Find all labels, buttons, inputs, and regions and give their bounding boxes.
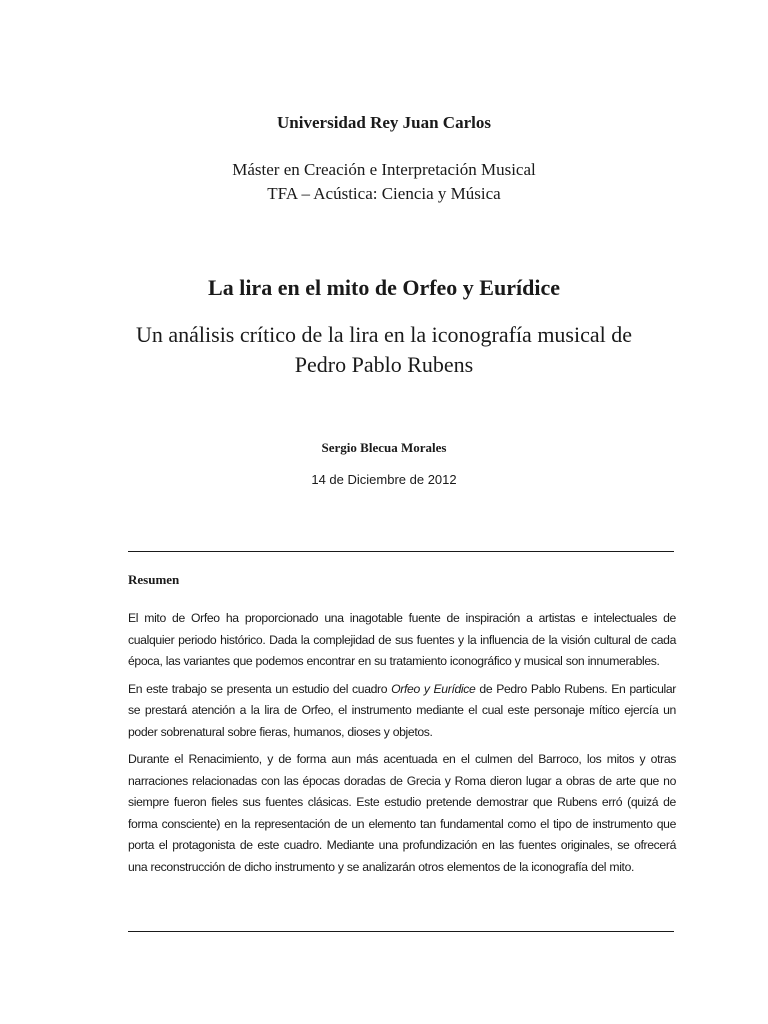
divider-bottom	[128, 931, 674, 932]
program-info	[0, 158, 768, 206]
document-title: La lira en el mito de Orfeo y Eurídice	[208, 275, 560, 300]
abstract-p2-start: En este trabajo se presenta un estudio del cuadro	[128, 681, 392, 696]
program-line-1: Máster en Creación e Interpretación Musical	[232, 160, 536, 179]
university-name: Universidad Rey Juan Carlos	[277, 113, 491, 132]
document-subtitle: Un análisis crítico de la lira en la iconografía musical de Pedro Pablo Rubens	[135, 322, 633, 377]
abstract-paragraph-3: Durante el Renacimiento, y de forma aun más acentuada en el culmen del Barroco, los mitos y otras narraciones relacionadas con las épocas doradas de Grecia y Roma dieron lugar a obras de arte que no siempre fueron fieles sus fuentes clásicas. Este estudio pretende demostrar que Rubens erró (quizá de forma consciente) en la representación de un elemento tan fundamental como el tipo de instrumento que porta el protagonista de este cuadro. Mediante una profundización en las fuentes originales, se ofrecerá una reconstrucción de dicho instrumento y se analizarán otros elementos de la iconografía del mito.	[128, 752, 676, 874]
abstract-p2-end: de Pedro Pablo Rubens. En particular se prestará atención a la lira de Orfeo, el instrumento mediante el cual este personaje mítico ejercía un poder sobrenatural sobre fieras, humanos, dioses y objetos.	[128, 681, 676, 739]
program-line-2: TFA – Acústica: Ciencia y Música	[267, 184, 501, 203]
abstract-paragraph-2	[128, 679, 676, 744]
abstract-paragraph-1: El mito de Orfeo ha proporcionado una inagotable fuente de inspiración a artistas e intelectuales de cualquier periodo histórico. Dada la complejidad de sus fuentes y la influencia de la visión cultural de cada época, las variantes que podemos encontrar en su tratamiento iconográfico y musical son innumerables.	[128, 611, 676, 668]
abstract-heading: Resumen	[128, 572, 180, 587]
document-date: 14 de Diciembre de 2012	[311, 472, 457, 487]
divider-top	[128, 551, 674, 552]
artwork-title: Orfeo y Eurídice	[391, 681, 476, 696]
abstract-body	[128, 608, 676, 884]
author-name: Sergio Blecua Morales	[321, 440, 447, 455]
